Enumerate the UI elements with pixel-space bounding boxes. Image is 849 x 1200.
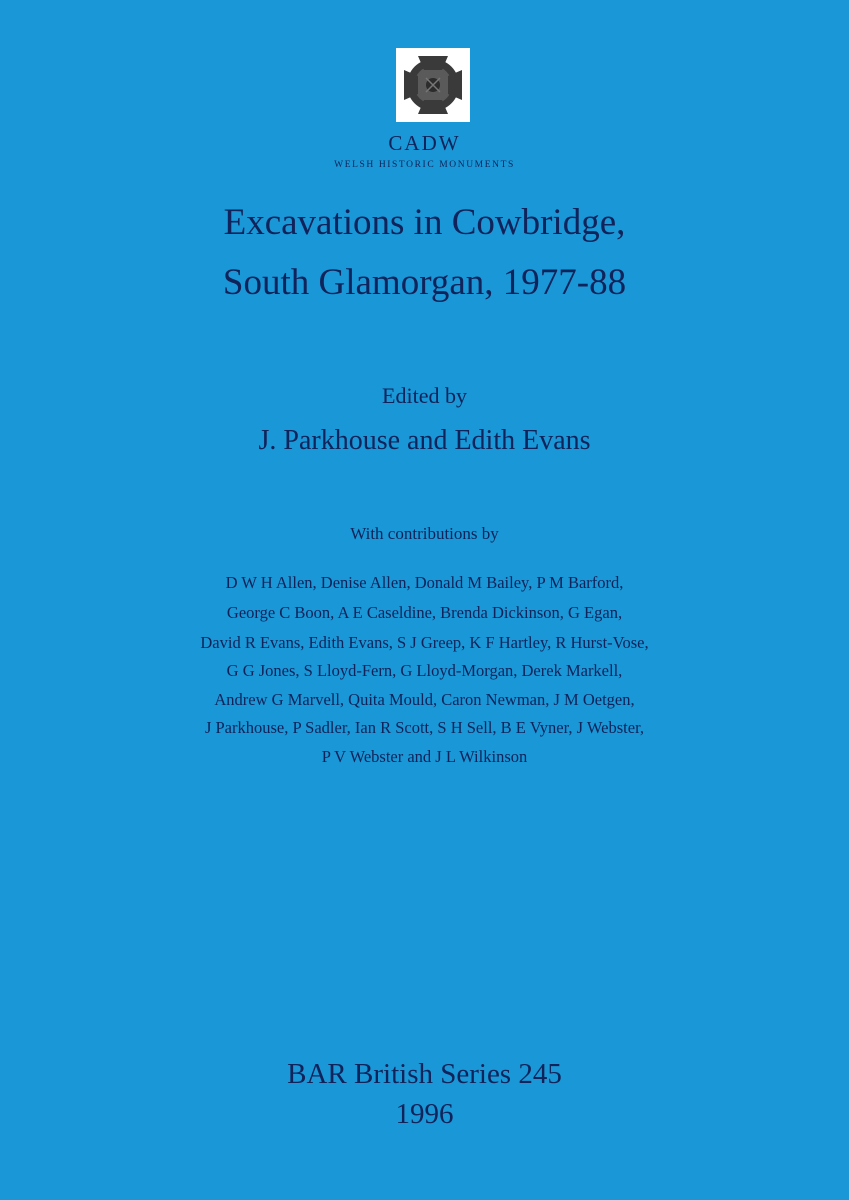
contributors-line: Andrew G Marvell, Quita Mould, Caron Newman, J M Oetgen, <box>214 690 635 709</box>
series-name: BAR British Series 245 <box>287 1058 562 1090</box>
contributors-line: David R Evans, Edith Evans, S J Greep, K F Hartley, R Hurst-Vose, <box>200 633 649 652</box>
contributors-heading: With contributions by <box>350 524 499 543</box>
book-title-line-1: Excavations in Cowbridge, <box>223 202 626 243</box>
editors-names: J. Parkhouse and Edith Evans <box>258 425 591 456</box>
edited-by-label: Edited by <box>382 383 467 408</box>
cadw-logo <box>396 48 470 122</box>
publication-year: 1996 <box>395 1098 454 1130</box>
celtic-cross-icon <box>396 48 470 122</box>
contributors-line: J Parkhouse, P Sadler, Ian R Scott, S H Sell, B E Vyner, J Webster, <box>204 718 645 737</box>
contributors-line: G G Jones, S Lloyd-Fern, G Lloyd-Morgan, Derek Markell, <box>226 661 623 680</box>
contributors-line: George C Boon, A E Caseldine, Brenda Dickinson, G Egan, <box>226 603 623 622</box>
cadw-subtitle: WELSH HISTORIC MONUMENTS <box>334 160 515 170</box>
book-title-line-2: South Glamorgan, 1977-88 <box>222 262 627 303</box>
contributors-line: P V Webster and J L Wilkinson <box>321 747 528 766</box>
contributors-line: D W H Allen, Denise Allen, Donald M Bailey, P M Barford, <box>225 573 624 592</box>
cadw-name: CADW <box>388 131 461 155</box>
